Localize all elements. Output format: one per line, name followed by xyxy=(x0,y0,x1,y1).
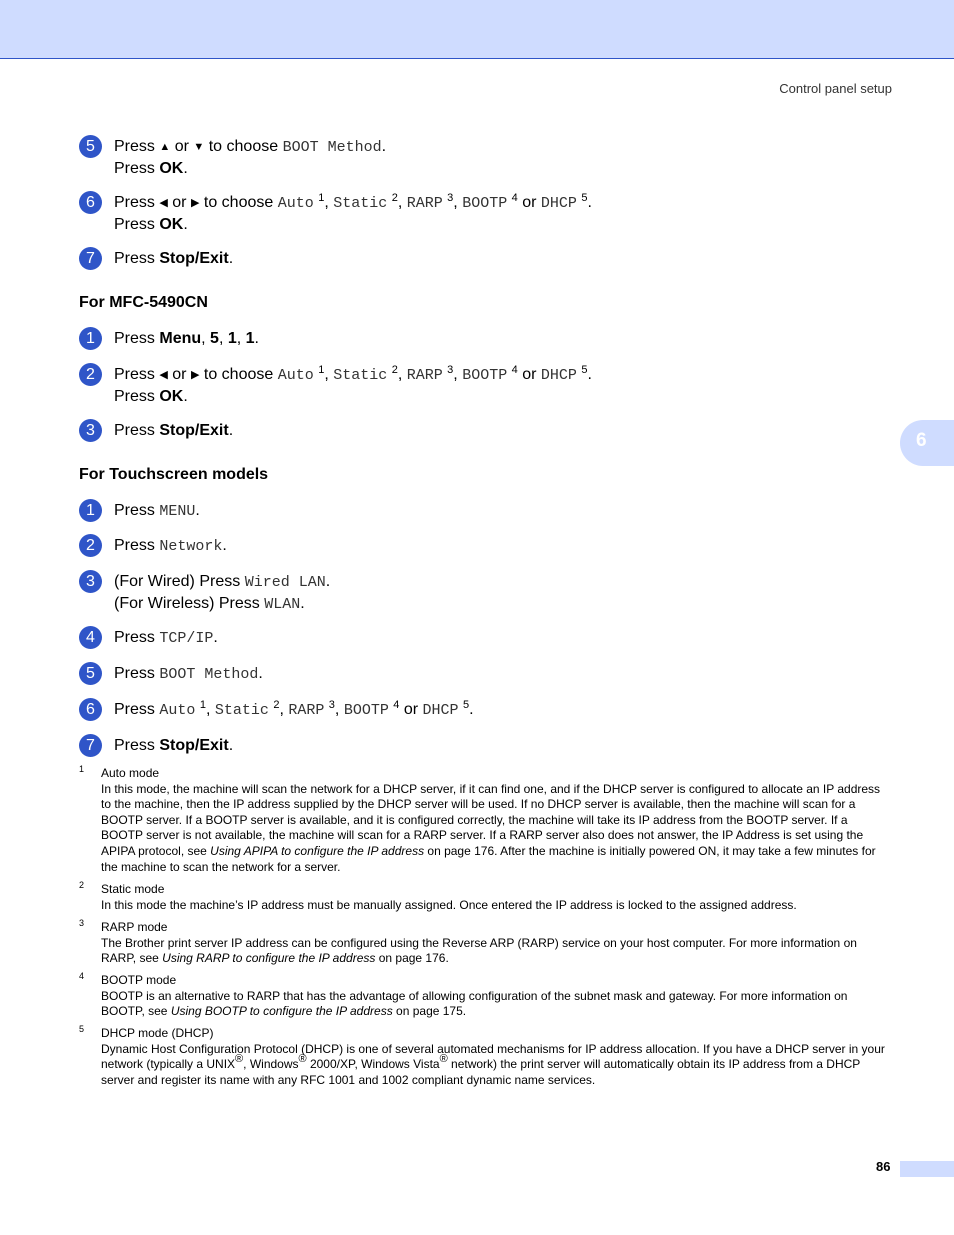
step-number: 4 xyxy=(79,626,102,649)
crossref-link[interactable]: Using BOOTP to configure the IP address xyxy=(170,1004,393,1019)
crossref-link[interactable]: Using APIPA to configure the IP address xyxy=(210,843,425,858)
left-arrow-icon: ◀ xyxy=(159,369,168,381)
step-number: 1 xyxy=(79,327,102,350)
step-text: Press Auto $^1$, Static $^2$, RARP $^3$, BOOTP $^4$ or DHCP $^5$. xyxy=(114,699,474,719)
step-number: 6 xyxy=(79,191,102,214)
step-text: Press ◀ or ▶ to choose Auto $^1$, Static $^2$, RARP $^3$, BOOTP $^4$ or DHCP $^5$. Press OK. xyxy=(114,192,592,233)
step-number: 5 xyxy=(79,662,102,685)
section-heading-mfc5490: For MFC-5490CN xyxy=(79,294,208,311)
chapter-tab xyxy=(900,420,954,466)
step-text: Press Stop/Exit. xyxy=(114,250,234,267)
step-text: Press TCP/IP. xyxy=(114,629,218,647)
step-text: Press MENU. xyxy=(114,502,200,520)
step-number: 7 xyxy=(79,247,102,270)
step-text: Press Stop/Exit. xyxy=(114,422,234,439)
step-number: 3 xyxy=(79,570,102,593)
step-text: Press Menu, 5, 1, 1. xyxy=(114,330,259,347)
step-number: 1 xyxy=(79,499,102,522)
section-heading-touchscreen: For Touchscreen models xyxy=(79,466,269,483)
step-number: 5 xyxy=(79,135,102,158)
step-number: 2 xyxy=(79,363,102,386)
step-text: Press BOOT Method. xyxy=(114,665,263,683)
down-arrow-icon: ▼ xyxy=(193,141,205,153)
page-number-bar xyxy=(900,1161,954,1177)
step-number: 7 xyxy=(79,734,102,757)
crossref-link[interactable]: Using RARP to configure the IP address xyxy=(162,951,376,966)
right-arrow-icon: ▶ xyxy=(190,369,200,381)
up-arrow-icon: ▲ xyxy=(159,141,171,153)
header-band xyxy=(0,0,954,59)
step-text: Press Stop/Exit. xyxy=(114,737,234,754)
step-number: 6 xyxy=(79,698,102,721)
running-header: Control panel setup xyxy=(779,81,892,96)
step-number: 3 xyxy=(79,419,102,442)
step-text: (For Wired) Press Wired LAN. (For Wireless) Press WLAN. xyxy=(114,573,331,613)
step-text: Press ▲ or ▼ to choose BOOT Method. Press OK. xyxy=(114,138,387,177)
left-arrow-icon: ◀ xyxy=(159,197,168,209)
page-number: 86 xyxy=(876,1159,891,1174)
right-arrow-icon: ▶ xyxy=(190,197,200,209)
chapter-number: 6 xyxy=(916,430,927,451)
step-number: 2 xyxy=(79,534,102,557)
step-text: Press ◀ or ▶ to choose Auto $^1$, Static $^2$, RARP $^3$, BOOTP $^4$ or DHCP $^5$. Press OK. xyxy=(114,364,592,405)
step-text: Press Network. xyxy=(114,537,227,555)
